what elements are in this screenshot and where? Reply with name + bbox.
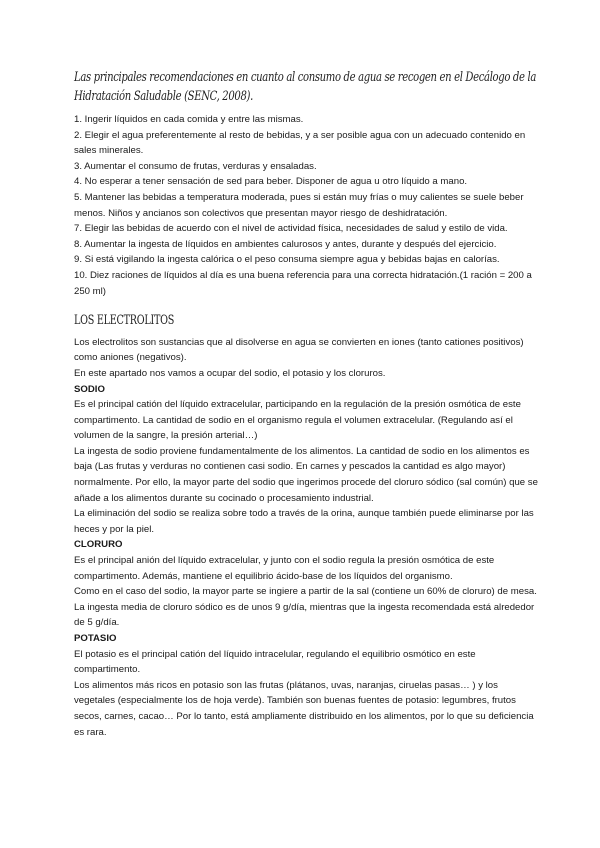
recommendations-list: [74, 112, 538, 299]
list-item: 1. Ingerir líquidos en cada comida y entre las mismas.: [74, 114, 304, 125]
paragraph: Es el principal catión del líquido extracelular, participando en la regulación de la presión osmótica de este compartimento. La cantidad de sodio en el organismo regula el volumen extracelular. (Regulando así el volumen de la sangre, la presión arterial…): [74, 399, 521, 442]
subheading-sodio: SODIO: [74, 383, 105, 395]
subheading-potasio: POTASIO: [74, 633, 117, 644]
list-item: 5. Mantener las bebidas a temperatura moderada, pues si están muy frías o muy calientes se suele beber menos. Niños y ancianos son colectivos que presentan mayor riesgo de deshidratación.: [74, 191, 524, 219]
list-item: 9. Si está vigilando la ingesta calórica o el peso consuma siempre agua y bebidas bajas en calorías.: [74, 254, 500, 266]
list-item: 3. Aumentar el consumo de frutas, verduras y ensaladas.: [74, 160, 317, 172]
document-page: [74, 68, 538, 740]
list-item: 10. Diez raciones de líquidos al día es una buena referencia para una correcta hidratación.(1 ración = 200 a 250 ml): [74, 269, 532, 297]
paragraph: Como en el caso del sodio, la mayor parte se ingiere a partir de la sal (contiene un 60% de cloruro) de mesa. La ingesta media de cloruro sódico es de unos 9 g/día, mientras que la ingesta recomendada está alrededor de 5 g/día.: [74, 586, 537, 629]
paragraph: Los alimentos más ricos en potasio son las frutas (plátanos, uvas, naranjas, ciruelas pasas… ) y los vegetales (especialmente los de hoja verde). También son buenas fuentes de potasio: legumbres, frutos secos, carnes, cacao… Por lo tanto, está ampliamente distribuido en los alimentos, por lo que su deficiencia es rara.: [74, 679, 534, 738]
paragraph: Los electrolitos son sustancias que al disolverse en agua se convierten en iones (tanto cationes positivos) como aniones (negativos).: [74, 336, 524, 364]
subheading-cloruro: CLORURO: [74, 539, 123, 551]
list-item: 8. Aumentar la ingesta de líquidos en ambientes calurosos y antes, durante y después del ejercicio.: [74, 238, 497, 250]
heading: Las principales recomendaciones en cuanto al consumo de agua se recogen en el Decálogo de la Hidratación Saludable (SENC, 2008).: [74, 70, 536, 104]
paragraph: Es el principal anión del líquido extracelular, y junto con el sodio regula la presión osmótica de este compartimento. Además, mantiene el equilibrio ácido-base de los líquidos del organismo.: [74, 555, 495, 582]
list-item: 7. Elegir las bebidas de acuerdo con el nivel de actividad física, necesidades de salud y estilo de vida.: [74, 223, 508, 235]
paragraph: El potasio es el principal catión del líquido intracelular, regulando el equilibrio osmótico en este compartimento.: [74, 648, 476, 676]
paragraph: En este apartado nos vamos a ocupar del sodio, el potasio y los cloruros.: [74, 367, 386, 379]
paragraph: La eliminación del sodio se realiza sobre todo a través de la orina, aunque también puede eliminarse por las heces y por la piel.: [74, 508, 534, 535]
paragraph: La ingesta de sodio proviene fundamentalmente de los alimentos. La cantidad de sodio en los alimentos es baja (Las frutas y verduras no contienen casi sodio. En carnes y pescados la cantidad es algo mayor) normalmente. Por ello, la mayor parte del sodio que ingerimos procede del cloruro sódico (sal común) que se añade a los alimentos durante su cocinado o procesamiento industrial.: [74, 445, 538, 504]
list-item: 2. Elegir el agua preferentemente al resto de bebidas, y a ser posible agua con un adecuado contenido en sales minerales.: [74, 129, 526, 157]
list-item: 4. No esperar a tener sensación de sed para beber. Disponer de agua u otro líquido a mano.: [74, 176, 468, 188]
section-title-electrolitos: LOS ELECTROLITOS: [74, 313, 175, 329]
